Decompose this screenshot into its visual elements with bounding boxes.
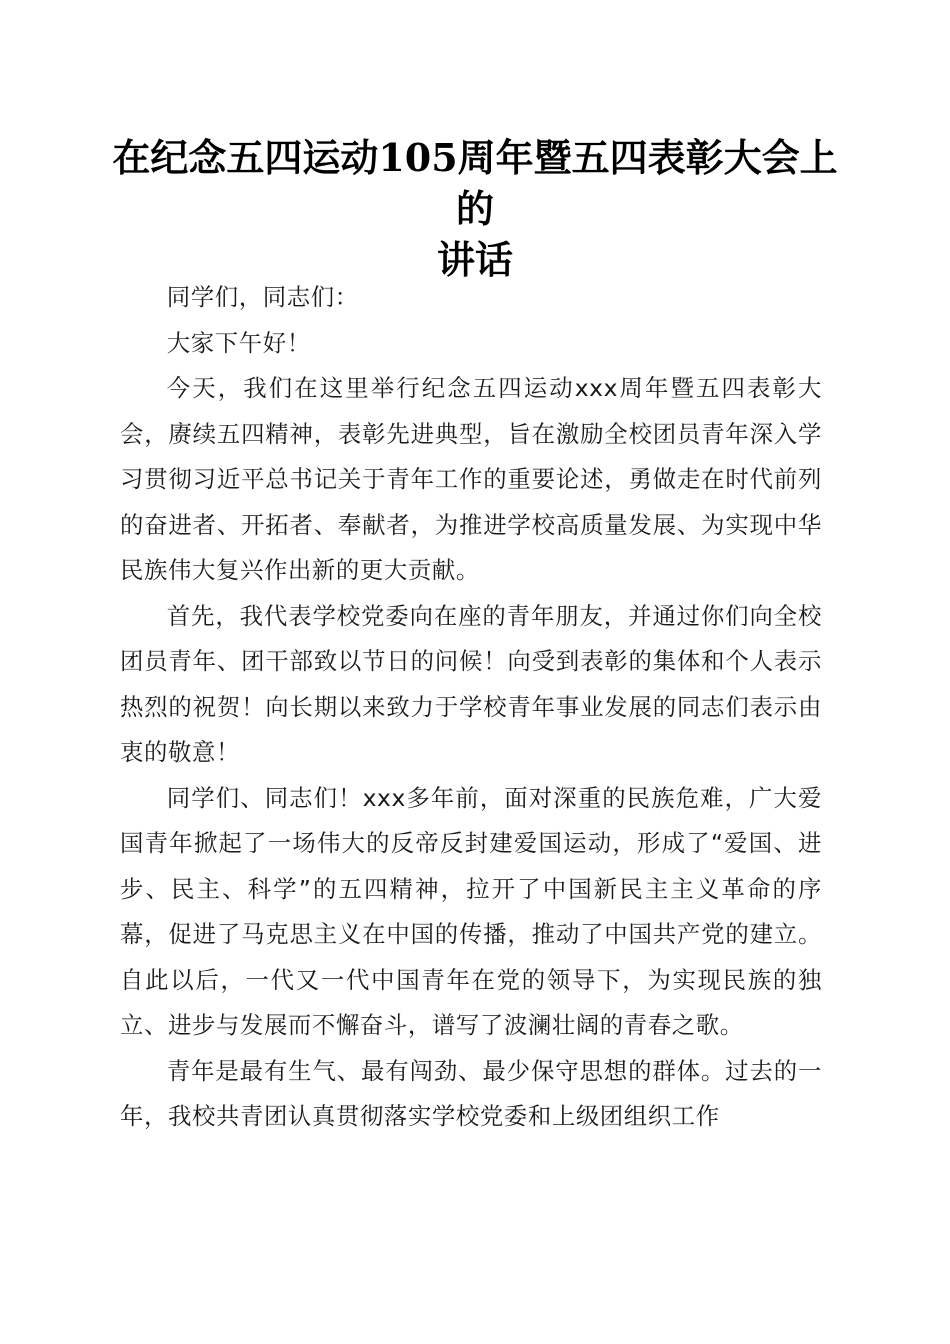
document-body xyxy=(120,275,822,1140)
body-paragraph: 青年是最有生气、最有闯劲、最少保守思想的群体。过去的一年，我校共青团认真贯彻落实学校党委和上级团组织工作 xyxy=(120,1056,822,1130)
body-paragraph: 今天，我们在这里举行纪念五四运动xxx周年暨五四表彰大会，赓续五四精神，表彰先进典型，旨在激励全校团员青年深入学习贯彻习近平总书记关于青年工作的重要论述，勇做走在时代前列的奋进者、开拓者、奉献者，为推进学校高质量发展、为实现中华民族伟大复兴作出新的更大贡献。 xyxy=(120,374,822,584)
salutation: 同学们，同志们： xyxy=(166,283,359,311)
greeting: 大家下午好！ xyxy=(166,328,311,357)
body-paragraph: 同学们、同志们！xxx多年前，面对深重的民族危难，广大爱国青年掀起了一场伟大的反帝反封建爱国运动，形成了“爱国、进步、民主、科学”的五四精神，拉开了中国新民主主义革命的序幕，促进了马克思主义在中国的传播，推动了中国共产党的建立。自此以后，一代又一代中国青年在党的领导下，为实现民族的独立、进步与发展而不懈奋斗，谱写了波澜壮阔的青春之歌。 xyxy=(120,783,822,1039)
body-paragraph: 首先，我代表学校党委向在座的青年朋友，并通过你们向全校团员青年、团干部致以节日的问候！向受到表彰的集体和个人表示热烈的祝贺！向长期以来致力于学校青年事业发展的同志们表示由衷的敬意！ xyxy=(120,601,822,766)
title-line-1: 在纪念五四运动105周年暨五四表彰大会上的 xyxy=(112,135,838,231)
page-title xyxy=(100,132,850,285)
title-line-2: 讲话 xyxy=(436,237,513,282)
